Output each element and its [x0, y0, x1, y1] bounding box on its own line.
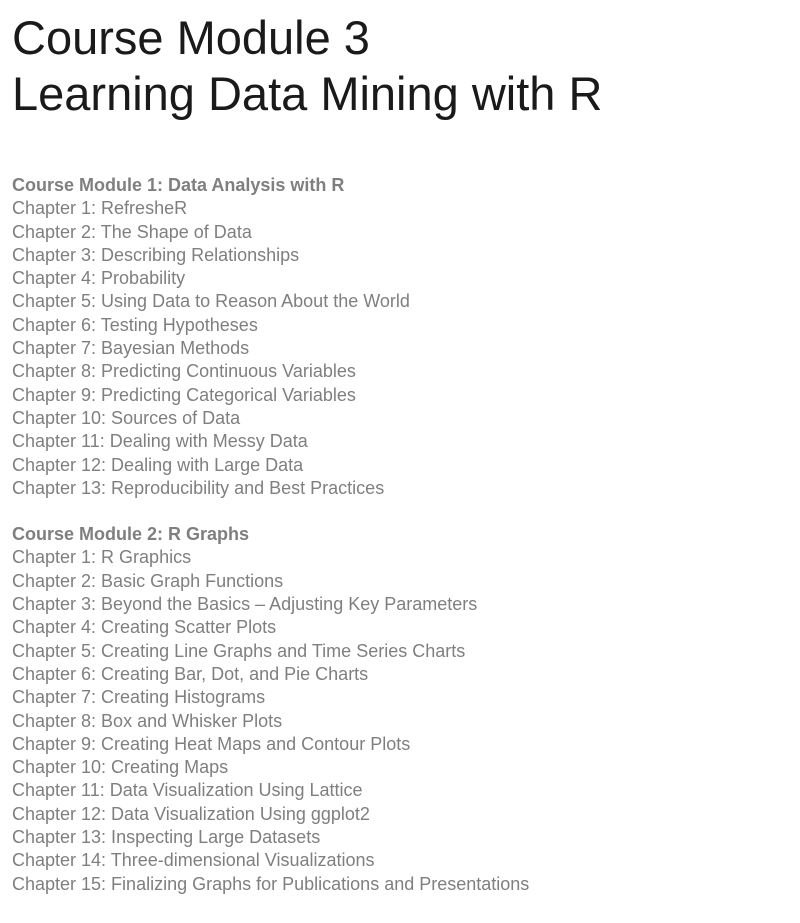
chapter-item: Chapter 10: Creating Maps: [12, 757, 229, 778]
chapter-item: Chapter 5: Using Data to Reason About the World: [12, 291, 410, 312]
title-line-1: Course Module 3: [12, 11, 370, 64]
chapter-item: Chapter 6: Creating Bar, Dot, and Pie Charts: [12, 663, 369, 684]
module-2-heading: Course Module 2: R Graphs: [12, 524, 250, 545]
chapter-item: Chapter 3: Beyond the Basics – Adjusting Key Parameters: [12, 594, 478, 615]
module-1-heading: Course Module 1: Data Analysis with R: [12, 175, 345, 195]
chapter-item: Chapter 11: Dealing with Messy Data: [12, 431, 308, 452]
chapter-item: Chapter 12: Dealing with Large Data: [12, 454, 304, 475]
module-1-chapter-list: [12, 197, 800, 500]
chapter-item: Chapter 3: Describing Relationships: [12, 244, 300, 265]
chapter-item: Chapter 2: The Shape of Data: [12, 221, 252, 242]
chapter-item: Chapter 8: Predicting Continuous Variables: [12, 361, 356, 382]
module-2-chapter-list: [12, 546, 800, 895]
chapter-item: Chapter 12: Data Visualization Using ggplot2: [12, 803, 370, 824]
chapter-item: Chapter 8: Box and Whisker Plots: [12, 710, 283, 731]
chapter-item: Chapter 13: Reproducibility and Best Practices: [12, 477, 385, 498]
chapter-item: Chapter 4: Creating Scatter Plots: [12, 617, 277, 638]
chapter-item: Chapter 10: Sources of Data: [12, 407, 241, 428]
chapter-item: Chapter 9: Predicting Categorical Variables: [12, 384, 356, 405]
module-2-section: [12, 523, 800, 896]
chapter-item: Chapter 13: Inspecting Large Datasets: [12, 827, 321, 848]
chapter-item: Chapter 9: Creating Heat Maps and Contour Plots: [12, 733, 411, 754]
chapter-item: Chapter 1: RefresheR: [12, 198, 188, 219]
chapter-item: Chapter 4: Probability: [12, 268, 186, 289]
chapter-item: Chapter 11: Data Visualization Using Lattice: [12, 780, 363, 801]
chapter-item: Chapter 6: Testing Hypotheses: [12, 314, 258, 335]
title-line-2: Learning Data Mining with R: [12, 67, 603, 120]
chapter-item: Chapter 7: Creating Histograms: [12, 687, 266, 708]
chapter-item: Chapter 7: Bayesian Methods: [12, 338, 250, 359]
module-1-section: [12, 174, 800, 500]
chapter-item: Chapter 14: Three-dimensional Visualizations: [12, 850, 375, 871]
chapter-item: Chapter 15: Finalizing Graphs for Publications and Presentations: [12, 873, 530, 894]
chapter-item: Chapter 1: R Graphics: [12, 547, 192, 568]
chapter-item: Chapter 5: Creating Line Graphs and Time Series Charts: [12, 640, 466, 661]
chapter-item: Chapter 2: Basic Graph Functions: [12, 570, 284, 591]
page-title: [12, 0, 800, 122]
